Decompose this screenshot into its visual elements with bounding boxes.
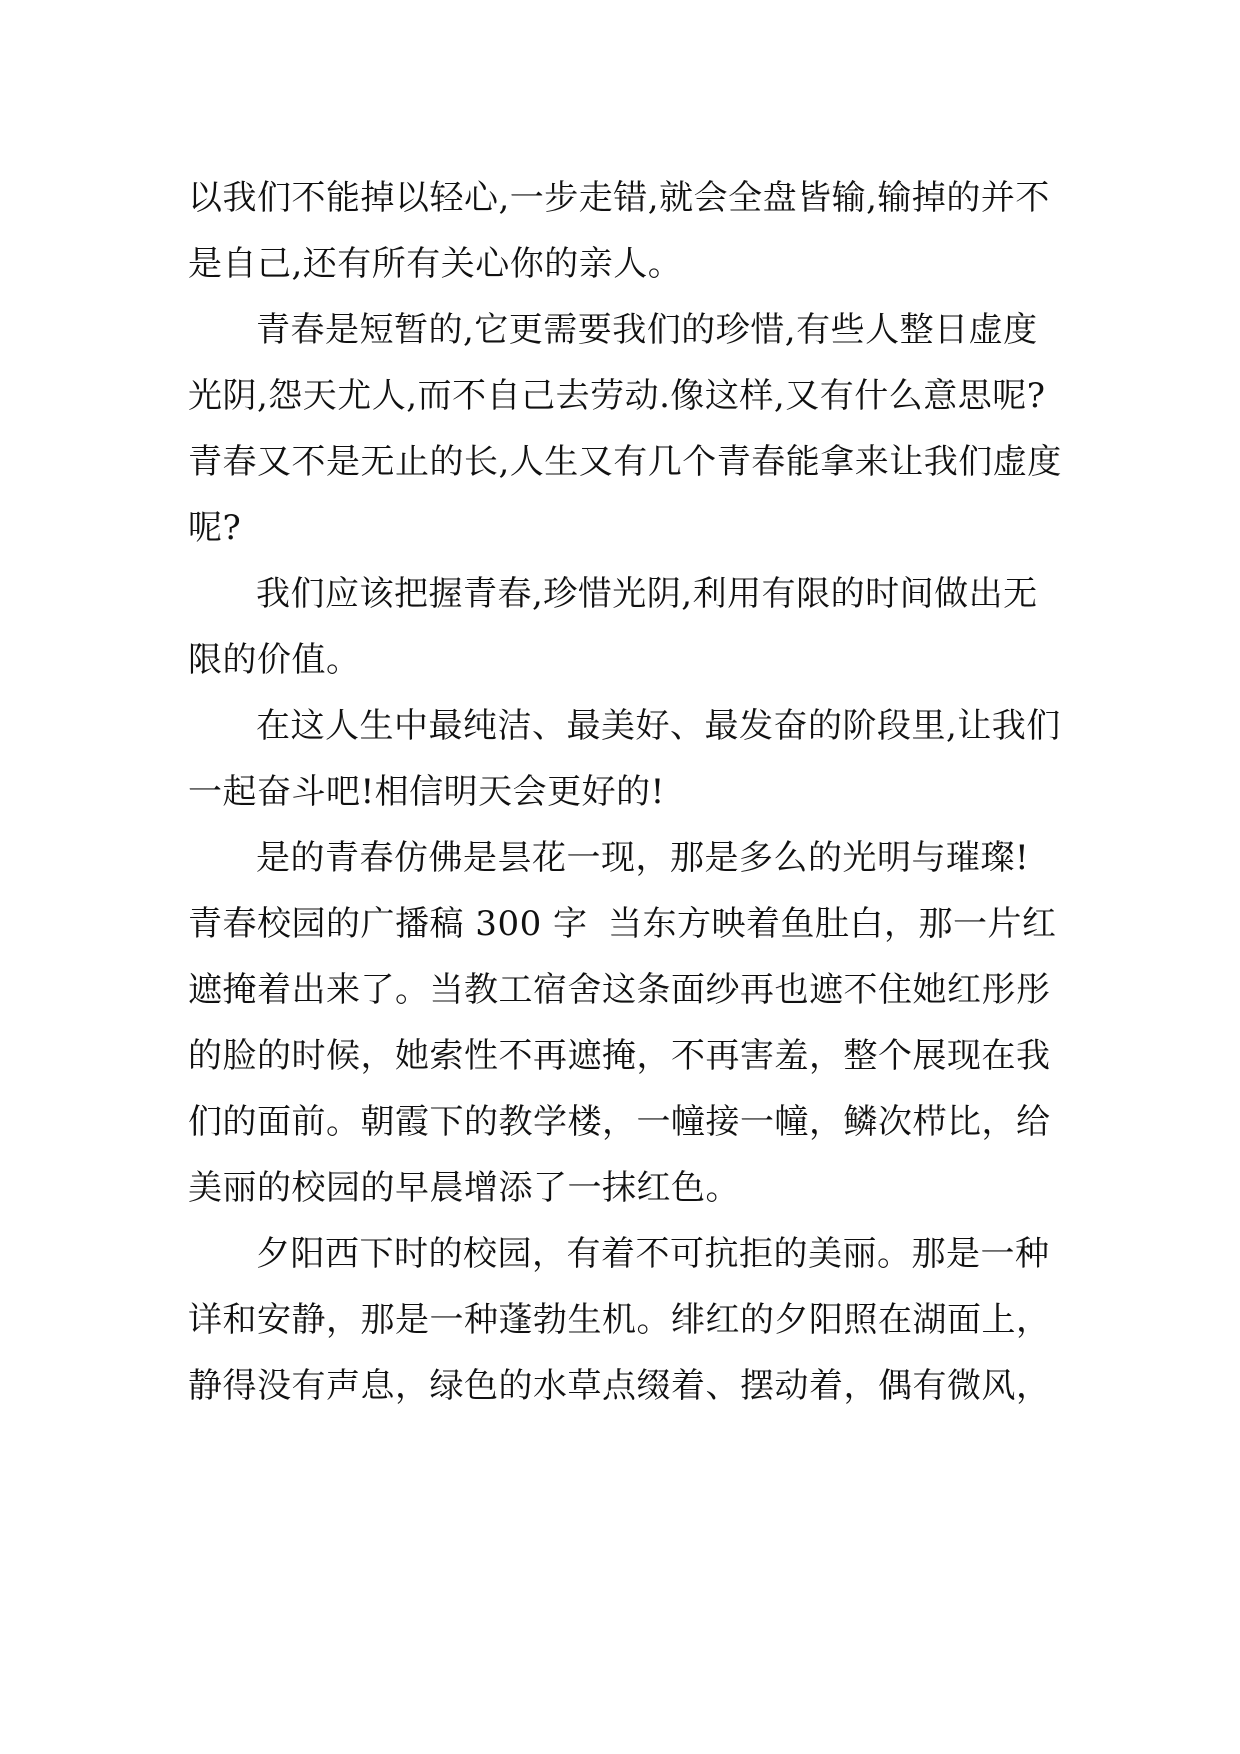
text-line: 呢? bbox=[188, 508, 242, 548]
text-line: 在这人生中最纯洁、最美好、最发奋的阶段里,让我们 bbox=[256, 706, 1061, 746]
text-line: 们的面前。朝霞下的教学楼，一幢接一幢，鳞次栉比，给 bbox=[188, 1102, 1051, 1142]
text-line: 以我们不能掉以轻心,一步走错,就会全盘皆输,输掉的并不 bbox=[188, 178, 1050, 218]
text-line: 光阴,怨天尤人,而不自己去劳动.像这样,又有什么意思呢? bbox=[188, 376, 1046, 416]
text-line: 详和安静，那是一种蓬勃生机。绯红的夕阳照在湖面上， bbox=[188, 1300, 1051, 1340]
text-line: 遮掩着出来了。当教工宿舍这条面纱再也遮不住她红彤彤 bbox=[188, 970, 1051, 1010]
text-line: 我们应该把握青春,珍惜光阴,利用有限的时间做出无 bbox=[256, 574, 1038, 614]
text-line: 夕阳西下时的校园，有着不可抗拒的美丽。那是一种 bbox=[256, 1234, 1050, 1274]
text-line: 是自己,还有所有关心你的亲人。 bbox=[188, 244, 683, 284]
body-text bbox=[188, 165, 1062, 1419]
text-line: 的脸的时候，她索性不再遮掩，不再害羞，整个展现在我 bbox=[188, 1036, 1051, 1076]
text-line: 青春是短暂的,它更需要我们的珍惜,有些人整日虚度 bbox=[256, 310, 1038, 350]
text-line: 青春又不是无止的长,人生又有几个青春能拿来让我们虚度 bbox=[188, 442, 1062, 482]
article-first-line: 当东方映着鱼肚白，那一片红 bbox=[608, 904, 1057, 944]
text-line: 美丽的校园的早晨增添了一抹红色。 bbox=[188, 1168, 740, 1208]
text-line: 限的价值。 bbox=[188, 640, 361, 680]
text-line: 静得没有声息，绿色的水草点缀着、摆动着，偶有微风， bbox=[188, 1366, 1051, 1406]
article-title: 青春校园的广播稿 300 字 bbox=[188, 904, 588, 944]
text-line: 是的青春仿佛是昙花一现，那是多么的光明与璀璨! bbox=[256, 838, 1030, 878]
text-line: 一起奋斗吧!相信明天会更好的! bbox=[188, 772, 665, 812]
article-heading-line bbox=[188, 891, 1058, 957]
